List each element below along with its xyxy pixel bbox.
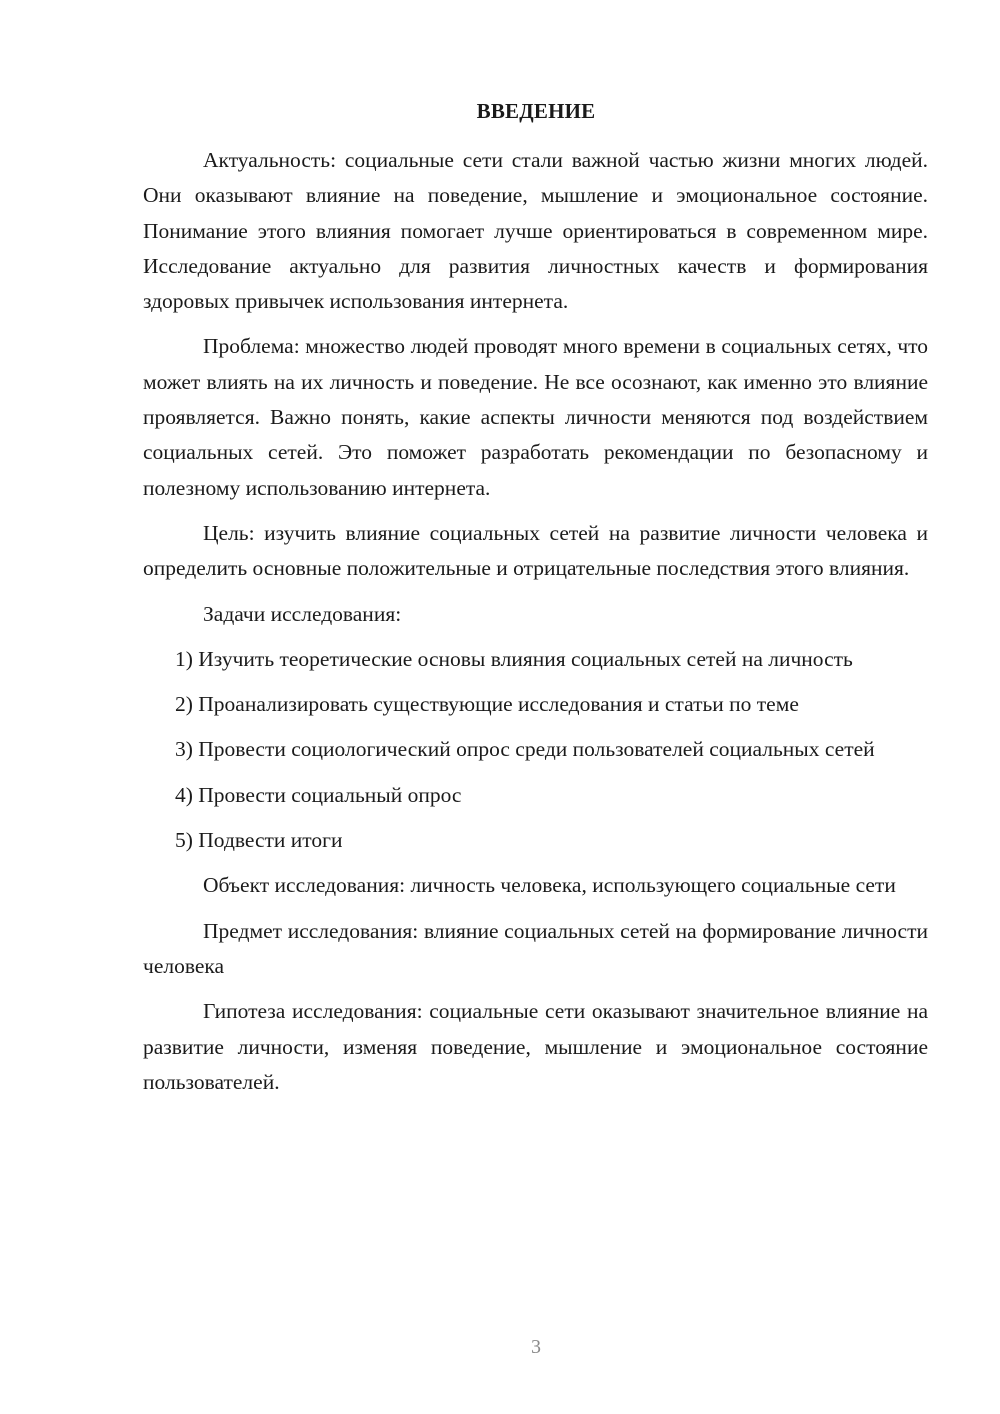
task-item-3: 3) Провести социологический опрос среди пользователей социальных сетей <box>175 737 875 762</box>
page-title: ВВЕДЕНИЕ <box>476 99 596 123</box>
page-number: 3 <box>531 1336 541 1358</box>
relevance-paragraph: Актуальность: социальные сети стали важной частью жизни многих людей. Они оказывают влияние на поведение, мышление и эмоциональное состояние. Понимание этого влияния помогает лучше ориентироваться в современном мире. Исследование актуально для развития личностных качеств и формирования здоровых привычек использования интернета. <box>143 148 928 314</box>
task-item-1: 1) Изучить теоретические основы влияния социальных сетей на личность <box>175 646 853 671</box>
tasks-heading: Задачи исследования: <box>203 601 402 626</box>
task-item-2: 2) Проанализировать существующие исследования и статьи по теме <box>175 692 799 717</box>
task-item-4: 4) Провести социальный опрос <box>175 782 462 807</box>
hypothesis-paragraph: Гипотеза исследования: социальные сети оказывают значительное влияние на развитие личности, изменяя поведение, мышление и эмоциональное состояние пользователей. <box>143 999 928 1094</box>
subject-paragraph: Предмет исследования: влияние социальных сетей на формирование личности человека <box>143 918 928 978</box>
task-item-5: 5) Подвести итоги <box>175 828 343 853</box>
problem-paragraph: Проблема: множество людей проводят много времени в социальных сетях, что может влиять на их личность и поведение. Не все осознают, как именно это влияние проявляется. Важно понять, какие аспекты личности меняются под воздействием социальных сетей. Это поможет разработать рекомендации по безопасному и полезному использованию интернета. <box>143 334 928 500</box>
object-paragraph: Объект исследования: личность человека, использующего социальные сети <box>203 873 896 898</box>
document-body <box>143 143 928 1110</box>
goal-paragraph: Цель: изучить влияние социальных сетей на развитие личности человека и определить основные положительные и отрицательные последствия этого влияния. <box>143 520 928 581</box>
